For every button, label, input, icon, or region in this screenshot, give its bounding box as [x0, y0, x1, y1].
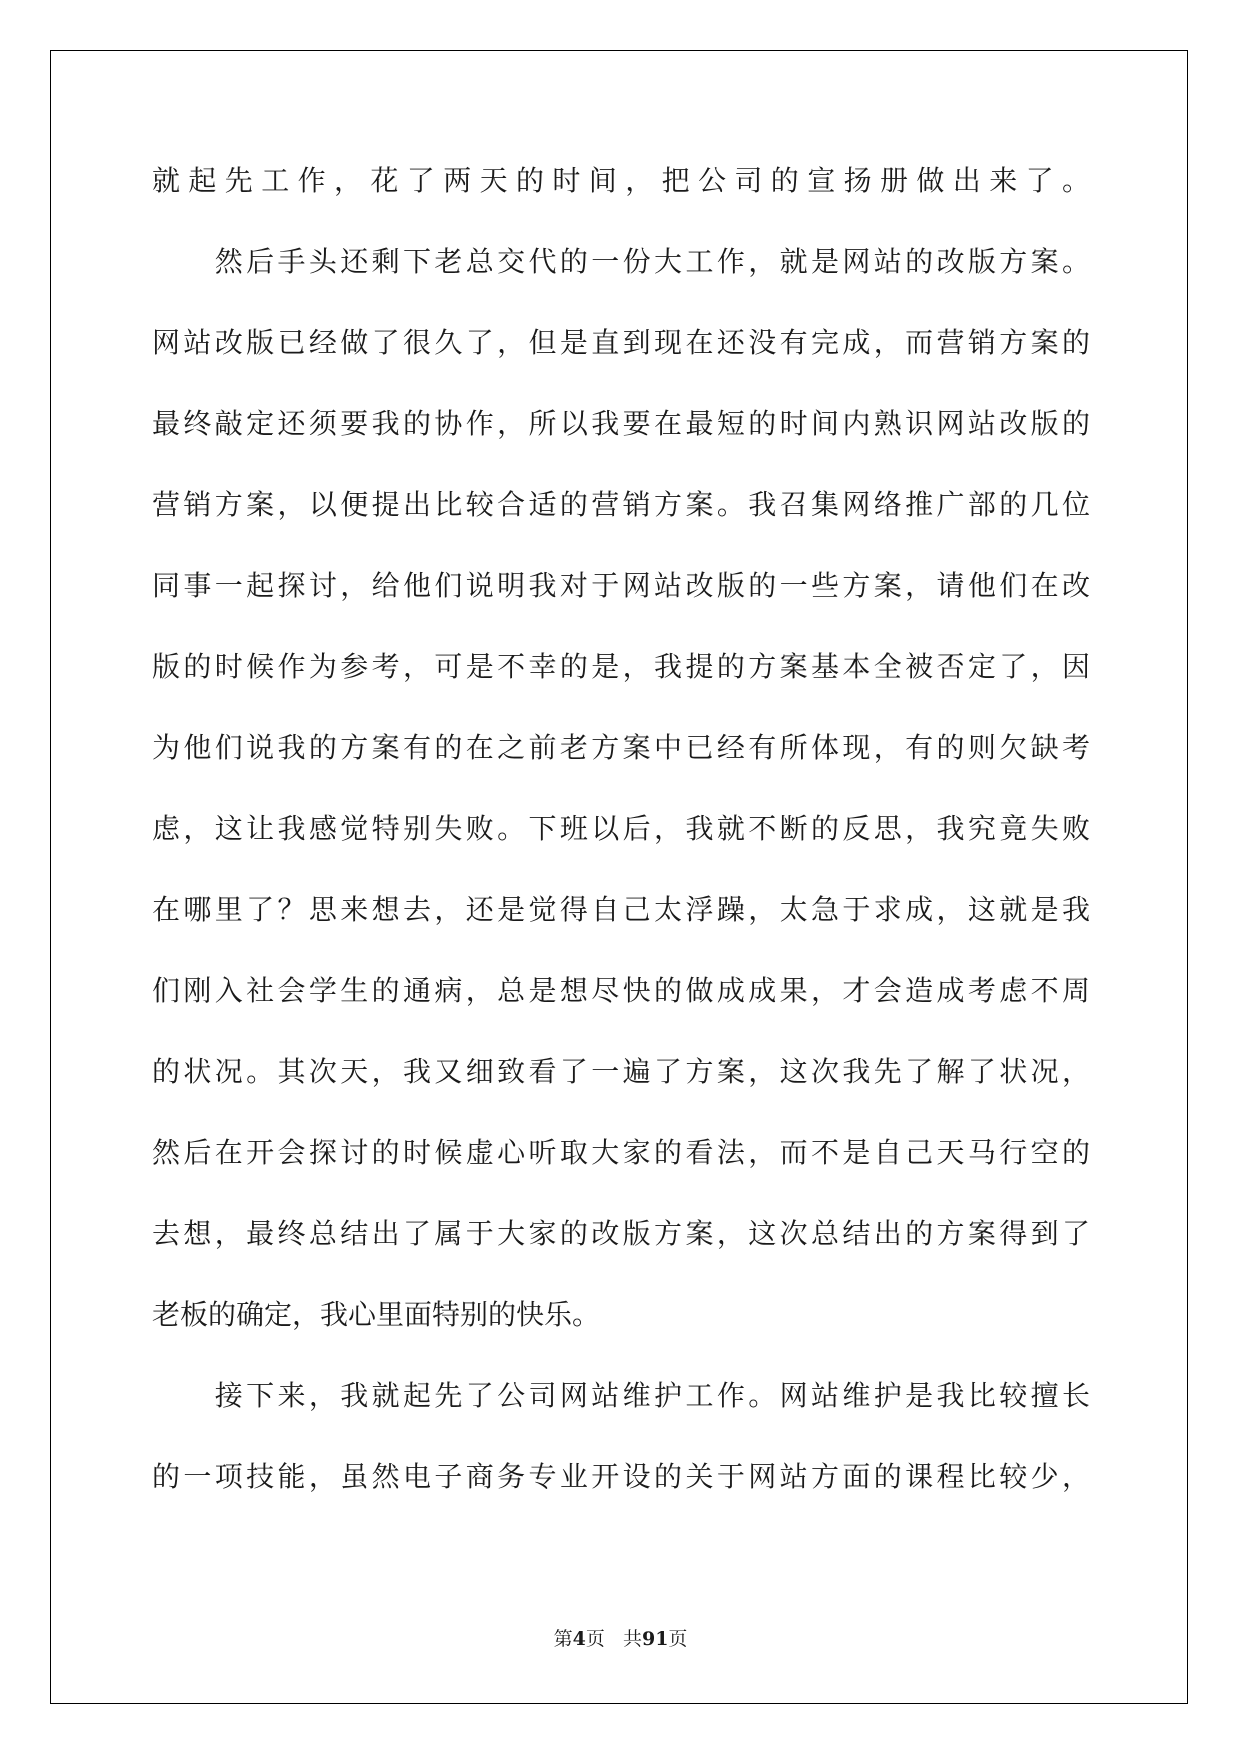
- text-line: 版的时候作为参考，可是不幸的是，我提的方案基本全被否定了，因: [152, 650, 1090, 683]
- text-line: 在哪里了？思来想去，还是觉得自己太浮躁，太急于求成，这就是我: [152, 893, 1090, 926]
- text-line: 接下来，我就起先了公司网站维护工作。网站维护是我比较擅长: [152, 1379, 1090, 1412]
- text-line: 然后在开会探讨的时候虚心听取大家的看法，而不是自己天马行空的: [152, 1136, 1090, 1169]
- page-prefix: 第: [553, 1628, 573, 1650]
- text-line: 营销方案，以便提出比较合适的营销方案。我召集网络推广部的几位: [152, 488, 1090, 521]
- text-line: 然后手头还剩下老总交代的一份大工作，就是网站的改版方案。: [152, 245, 1090, 278]
- total-suffix: 页: [668, 1628, 688, 1650]
- text-line: 去想，最终总结出了属于大家的改版方案，这次总结出的方案得到了: [152, 1217, 1090, 1250]
- text-line: 最终敲定还须要我的协作，所以我要在最短的时间内熟识网站改版的: [152, 407, 1090, 440]
- text-line: 就起先工作，花了两天的时间，把公司的宣扬册做出来了。: [152, 164, 1090, 197]
- text-line: 的状况。其次天，我又细致看了一遍了方案，这次我先了解了状况，: [152, 1055, 1090, 1088]
- page-footer: [0, 1624, 1241, 1651]
- text-line: 们刚入社会学生的通病，总是想尽快的做成成果，才会造成考虑不周: [152, 974, 1090, 1007]
- text-line: 同事一起探讨，给他们说明我对于网站改版的一些方案，请他们在改: [152, 569, 1090, 602]
- page-number: 4: [572, 1628, 586, 1650]
- total-prefix: 共: [622, 1628, 642, 1650]
- text-line: 老板的确定，我心里面特别的快乐。: [152, 1298, 601, 1331]
- document-body: [152, 162, 1090, 1539]
- text-line: 为他们说我的方案有的在之前老方案中已经有所体现，有的则欠缺考: [152, 731, 1090, 764]
- total-pages: 91: [641, 1628, 669, 1650]
- text-line: 虑，这让我感觉特别失败。下班以后，我就不断的反思，我究竟失败: [152, 812, 1090, 845]
- page-suffix: 页: [585, 1628, 605, 1650]
- text-line: 网站改版已经做了很久了，但是直到现在还没有完成，而营销方案的: [152, 326, 1090, 359]
- text-line: 的一项技能，虽然电子商务专业开设的关于网站方面的课程比较少，: [152, 1460, 1090, 1493]
